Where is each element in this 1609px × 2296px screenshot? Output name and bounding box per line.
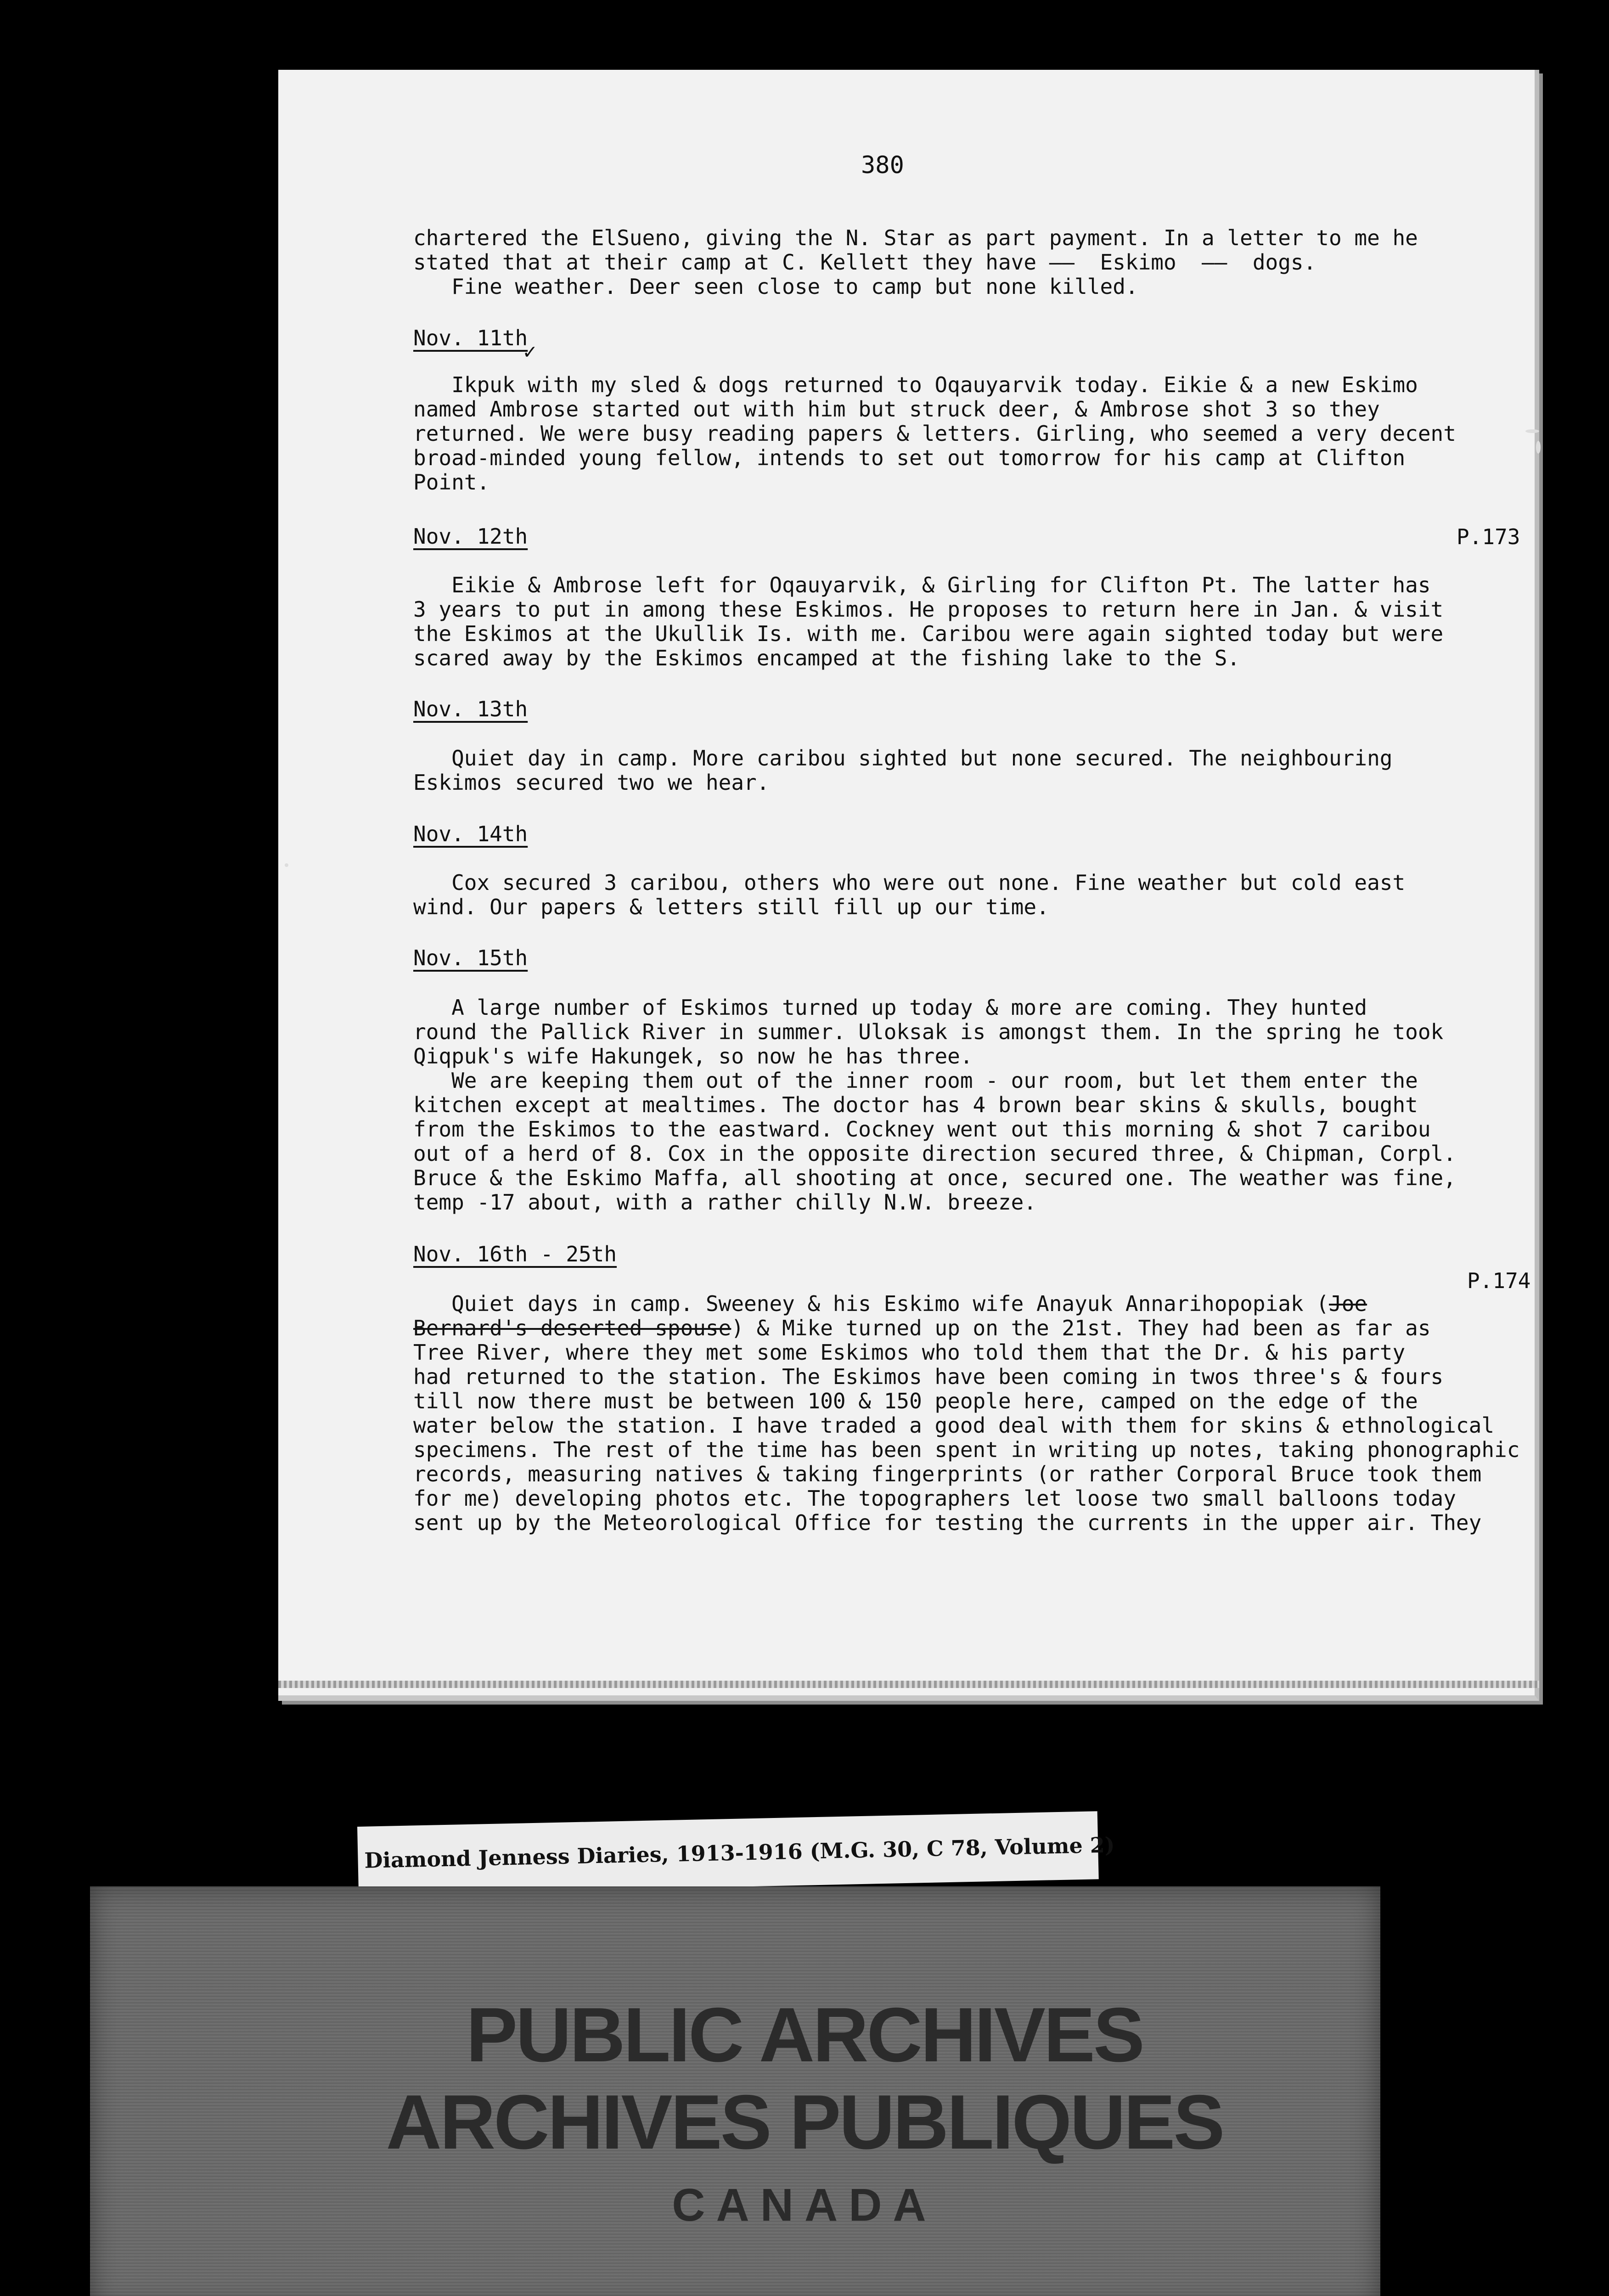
entry-line: out of a herd of 8. Cox in the opposite direction secured three, & Chipman, Corpl. <box>413 1141 1456 1166</box>
entry-line: A large number of Eskimos turned up today & more are coming. They hunted <box>413 995 1367 1020</box>
entry-line: Ikpuk with my sled & dogs returned to Oqauyarvik today. Eikie & a new Eskimo <box>413 372 1418 397</box>
archive-label-slip <box>357 1811 1115 1895</box>
entry-date-nov-15: Nov. 15th <box>413 945 528 970</box>
entry-line: temp -17 about, with a rather chilly N.W. breeze. <box>413 1190 1037 1215</box>
entry-line: named Ambrose started out with him but struck deer, & Ambrose shot 3 so they <box>413 397 1380 422</box>
entry-date-nov-11: Nov. 11th <box>413 326 528 350</box>
entry-line: Qiqpuk's wife Hakungek, so now he has three. <box>413 1044 973 1069</box>
entry-line: sent up by the Meteorological Office for testing the currents in the upper air. They <box>413 1510 1482 1535</box>
page-edge <box>278 1681 1539 1688</box>
entry-line: wind. Our papers & letters still fill up our time. <box>413 895 1049 919</box>
entry-line: Tree River, where they met some Eskimos who told them that the Dr. & his party <box>413 1340 1406 1365</box>
entry-line: specimens. The rest of the time has been spent in writing up notes, taking phonographic <box>413 1437 1520 1462</box>
margin-page-ref: P.173 <box>1457 524 1520 549</box>
intro-line-3: Fine weather. Deer seen close to camp but none killed. <box>413 274 1138 299</box>
entry-line: Eskimos secured two we hear. <box>413 770 770 795</box>
entry-line: till now there must be between 100 & 150 people here, camped on the edge of the <box>413 1389 1418 1413</box>
intro-line-1: chartered the ElSueno, giving the N. Star as part payment. In a letter to me he <box>413 225 1418 250</box>
entry-line: broad-minded young fellow, intends to set out tomorrow for his camp at Clifton <box>413 445 1406 470</box>
struck-text: Joe <box>1329 1291 1367 1316</box>
entry-line: records, measuring natives & taking fingerprints (or rather Corporal Bruce took them <box>413 1462 1482 1486</box>
scan-speck <box>285 863 288 867</box>
entry-line: 3 years to put in among these Eskimos. He proposes to return here in Jan. & visit <box>413 597 1444 622</box>
entry-line: for me) developing photos etc. The topographers let loose two small balloons today <box>413 1486 1456 1511</box>
entry-date-nov-14: Nov. 14th <box>413 822 528 846</box>
entry-line <box>413 1316 1492 1340</box>
margin-page-ref: P.174 <box>1467 1268 1531 1293</box>
entry-line: Eikie & Ambrose left for Oqauyarvik, & Girling for Clifton Pt. The latter has <box>413 573 1431 597</box>
entry-date-nov-12: Nov. 12th <box>413 524 528 549</box>
stamp-line-french: ARCHIVES PUBLIQUES <box>386 2079 1223 2165</box>
struck-text: Bernard's deserted spouse <box>413 1316 731 1340</box>
scan-speck <box>1536 441 1541 454</box>
entry-line <box>413 1292 1492 1316</box>
entry-line: had returned to the station. The Eskimos have been coming in twos three's & fours <box>413 1364 1444 1389</box>
entry-line-rest: ) & Mike turned up on the 21st. They had been as far as <box>731 1316 1431 1340</box>
entry-line: round the Pallick River in summer. Uloksak is amongst them. In the spring he took <box>413 1019 1444 1044</box>
page-number: 380 <box>861 152 904 179</box>
entry-line: the Eskimos at the Ukullik Is. with me. Caribou were again sighted today but were <box>413 621 1444 646</box>
stamp-line-country: CANADA <box>672 2179 937 2231</box>
intro-line-2: stated that at their camp at C. Kellett they have —— Eskimo —— dogs. <box>413 250 1316 275</box>
entry-date-nov-16-25: Nov. 16th - 25th <box>413 1242 617 1266</box>
entry-line: kitchen except at mealtimes. The doctor has 4 brown bear skins & skulls, bought <box>413 1092 1418 1117</box>
entry-line: Point. <box>413 470 490 495</box>
entry-line: Cox secured 3 caribou, others who were out none. Fine weather but cold east <box>413 870 1406 895</box>
stamp-line-english: PUBLIC ARCHIVES <box>466 1992 1143 2078</box>
entry-line: water below the station. I have traded a good deal with them for skins & ethnological <box>413 1413 1495 1438</box>
scan-speck <box>1525 429 1539 433</box>
entry-line: from the Eskimos to the eastward. Cockney went out this morning & shot 7 caribou <box>413 1117 1431 1142</box>
entry-line: scared away by the Eskimos encamped at the fishing lake to the S. <box>413 646 1240 670</box>
handwritten-tick: ✓ <box>523 339 536 364</box>
entry-date-nov-13: Nov. 13th <box>413 697 528 721</box>
archive-label-text: Diamond Jenness Diaries, 1913-1916 (M.G. 30, C 78, Volume 2) <box>364 1832 1115 1873</box>
entry-line: Quiet day in camp. More caribou sighted but none secured. The neighbouring <box>413 746 1393 771</box>
entry-line: returned. We were busy reading papers & letters. Girling, who seemed a very decent <box>413 421 1456 446</box>
entry-line-start: Quiet days in camp. Sweeney & his Eskimo wife Anayuk Annarihopopiak ( <box>413 1291 1329 1316</box>
entry-line: We are keeping them out of the inner room - our room, but let them enter the <box>413 1068 1418 1093</box>
entry-line: Bruce & the Eskimo Maffa, all shooting at once, secured one. The weather was fine, <box>413 1165 1456 1190</box>
